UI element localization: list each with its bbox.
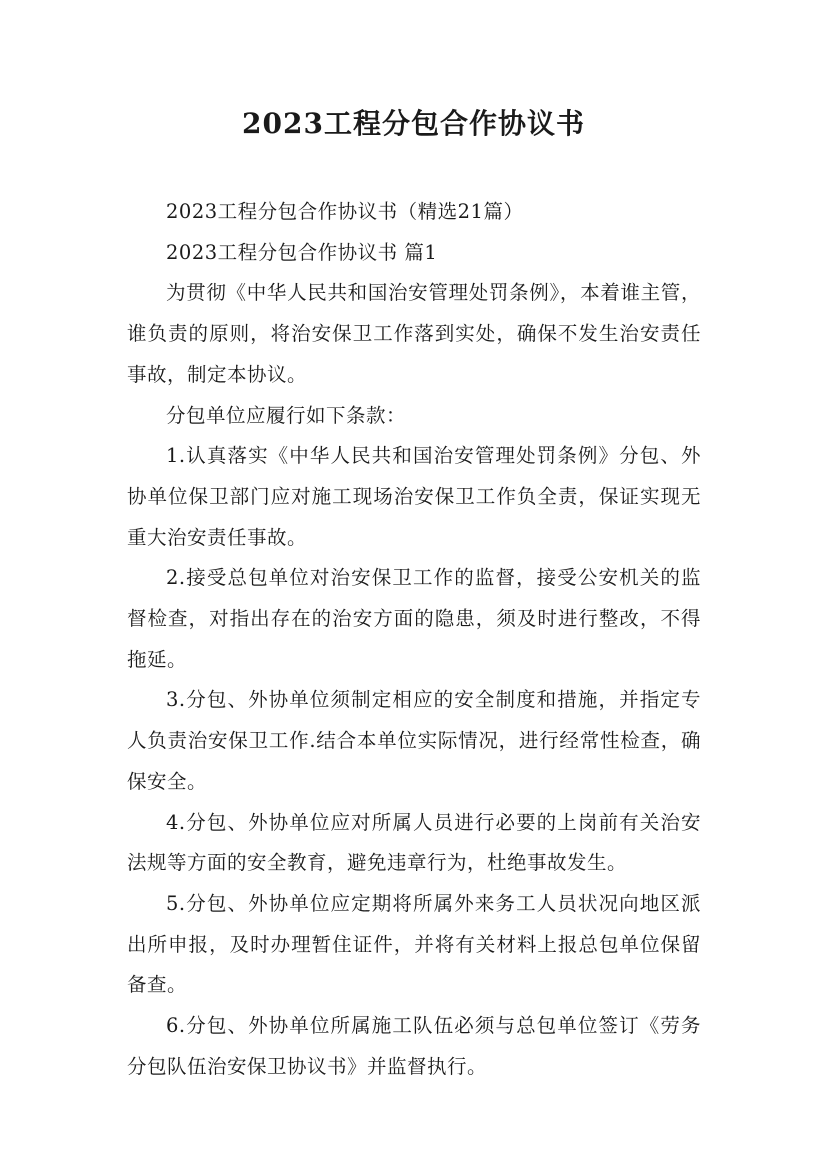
document-body <box>127 192 701 1087</box>
paragraph-clause-4: 4.分包、外协单位应对所属人员进行必要的上岗前有关治安法规等方面的安全教育，避免违章行为，杜绝事故发生。 <box>127 810 701 875</box>
paragraph-clause-3: 3.分包、外协单位须制定相应的安全制度和措施，并指定专人负责治安保卫工作.结合本单位实际情况，进行经常性检查，确保安全。 <box>127 688 701 793</box>
paragraph-clause-2: 2.接受总包单位对治安保卫工作的监督，接受公安机关的监督检查，对指出存在的治安方面的隐患，须及时进行整改，不得拖延。 <box>127 566 701 671</box>
paragraph-clauses-lead: 分包单位应履行如下条款： <box>166 403 407 427</box>
paragraph-clause-1: 1.认真落实《中华人民共和国治安管理处罚条例》分包、外协单位保卫部门应对施工现场治安保卫工作负全责，保证实现无重大治安责任事故。 <box>127 444 701 549</box>
document-title: 2023工程分包合作协议书 <box>242 107 585 140</box>
paragraph-clause-5: 5.分包、外协单位应定期将所属外来务工人员状况向地区派出所申报，及时办理暂住证件，并将有关材料上报总包单位保留备查。 <box>127 891 701 997</box>
paragraph-clause-6: 6.分包、外协单位所属施工队伍必须与总包单位签订《劳务分包队伍治安保卫协议书》并监督执行。 <box>127 1014 701 1078</box>
paragraph-intro: 为贯彻《中华人民共和国治安管理处罚条例》，本着谁主管，谁负责的原则，将治安保卫工作落到实处，确保不发生治安责任事故，制定本协议。 <box>127 281 701 386</box>
paragraph-section-heading: 2023工程分包合作协议书 篇1 <box>166 240 438 264</box>
paragraph-subtitle: 2023工程分包合作协议书（精选21篇） <box>166 200 524 223</box>
